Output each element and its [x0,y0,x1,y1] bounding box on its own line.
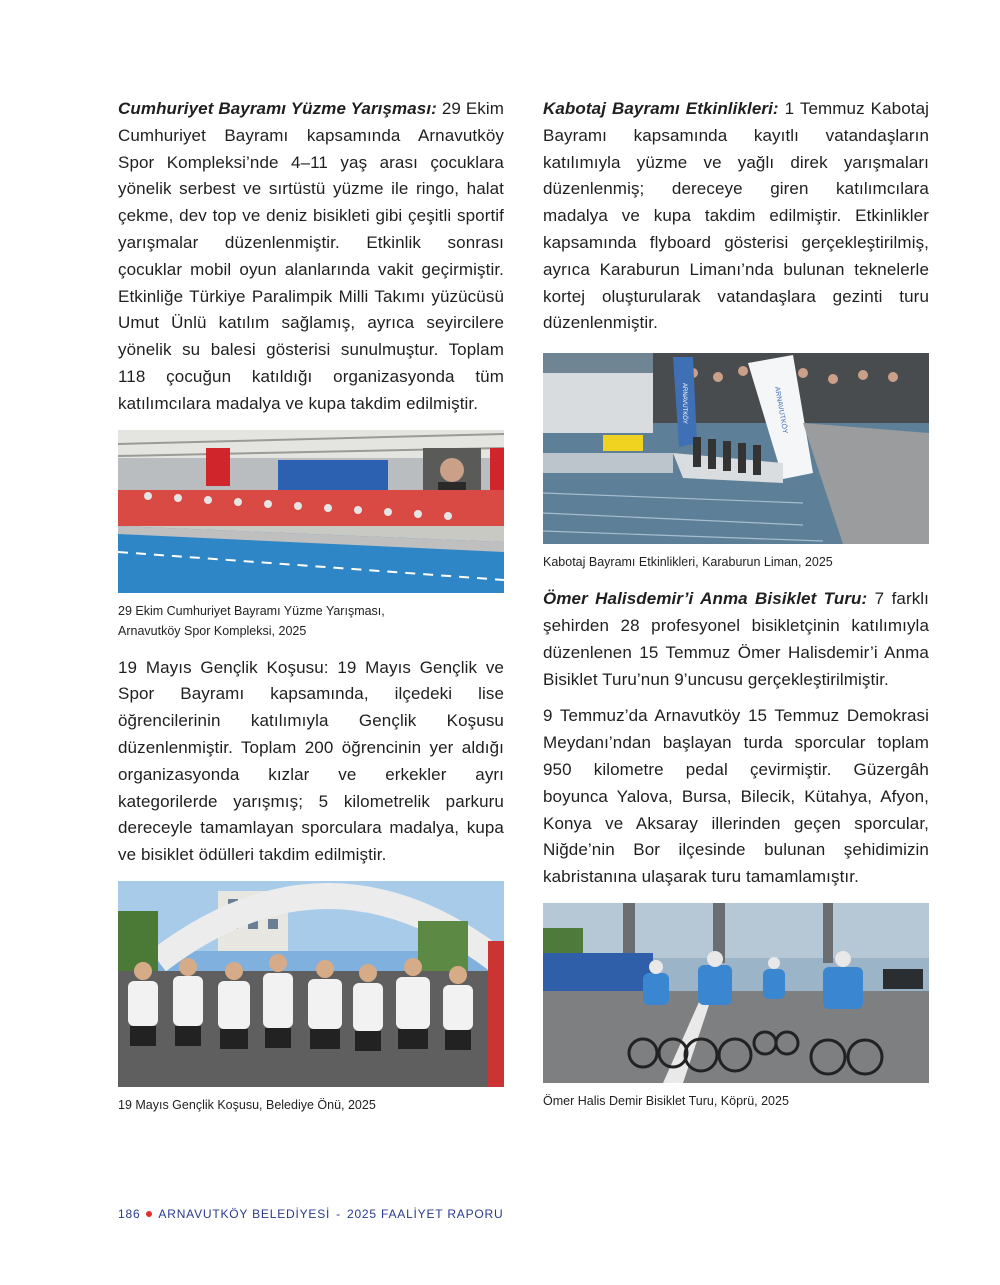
swimming-title: Cumhuriyet Bayramı Yüzme Yarışması: [118,99,437,118]
youth-run-paragraph: 19 Mayıs Gençlik Koşusu: 19 Mayıs Gençlik ve Spor Bayramı kapsamında, ilçedeki lise öğrencilerinin katılımıyla Gençlik Koşusu düzenlenmiştir. Toplam 200 öğrencinin yer aldığı organizasyonda kızlar ve erkekler ayrı kategorilerde yarışmış; 5 kilometrelik parkuru dereceyle tamamlayan sporculara madalya, kupa ve bisiklet ödülleri takdim edilmiştir. [118,657,504,865]
page-footer [118,1207,503,1221]
cabotage-photo-illustration [543,353,929,544]
cabotage-caption: Kabotaj Bayramı Etkinlikleri, Karaburun Liman, 2025 [543,555,833,570]
footer-org: ARNAVUTKÖY BELEDİYESİ [158,1207,331,1221]
bike-tour-photo [543,903,929,1083]
banner-text-2: ARNAVUTKÖY [773,386,789,435]
cabotage-text: 1 Temmuz Kabotaj Bayramı kapsamında kayıtlı vatandaşların katılımıyla yüzme ve yağlı direk yarışmaları düzenlenmiş; dereceye giren katılımcılara madalya ve kupa takdim edilmiştir. Etkinlikler kapsamında flyboard gösterisi gerçekleştirilmiş, ayrıca Karaburun Limanı’nda bulunan teknelerle kortej oluşturularak vatandaşlara gezinti turu düzenlenmiştir. [543,99,930,333]
swimming-photo [118,430,504,593]
youth-run-photo [118,881,504,1087]
bike-tour-title: Ömer Halisdemir’i Anma Bisiklet Turu: [543,589,868,609]
swimming-photo-illustration [118,430,504,593]
bike-tour-paragraph [543,586,929,693]
footer-report: 2025 FAALİYET RAPORU [346,1207,504,1221]
bike-tour-photo-illustration [543,903,929,1083]
youth-run-caption: 19 Mayıs Gençlik Koşusu, Belediye Önü, 2025 [118,1097,376,1112]
footer-separator: - [336,1207,341,1221]
swimming-paragraph [118,96,504,418]
right-column [543,96,929,1125]
cabotage-photo [543,353,929,544]
bike-route-paragraph: 9 Temmuz’da Arnavutköy 15 Temmuz Demokrasi Meydanı’ndan başlayan turda sporcular toplam 950 kilometre pedal çevirmiştir. Güzergâh boyunca Yalova, Bursa, Bilecik, Kütahya, Afyon, Konya ve Aksaray illerinden geçen sporcular, Niğde’nin Bor ilçesinde bulunan şehidimizin kabristanına ulaşarak turu tamamlamıştır. [543,706,929,887]
swimming-text: 29 Ekim Cumhuriyet Bayramı kapsamında Arnavutköy Spor Kompleksi’nde 4–11 yaş arası çocuklara yönelik serbest ve sırtüstü yüzme ile ringo, halat çekme, dev top ve deniz bisikleti gibi çeşitli sportif yarışmalar düzenlenmiştir. Etkinlik sonrası çocuklar mobil oyun alanlarında vakit geçirmiştir. Etkinliğe Türkiye Paralimpik Milli Takımı yüzücüsü Umut Ünlü katılım sağlamış, ayrıca seyircilere yönelik su balesi gösterisi sunulmuştur. Toplam 118 çocuğun katıldığı organizasyonda tüm katılımcılara madalya ve kupa takdim edilmiştir. [118,99,505,413]
swimming-caption [118,601,504,641]
cabotage-title: Kabotaj Bayramı Etkinlikleri: [543,99,779,118]
bike-tour-text: 7 farklı şehirden 28 profesyonel bisikletçinin katılımıyla düzenlenen 15 Temmuz Ömer Halisdemir’i Anma Bisiklet Turu’nun 9’uncusu gerçekleştirilmiştir. [543,589,930,689]
bike-tour-caption: Ömer Halis Demir Bisiklet Turu, Köprü, 2025 [543,1093,789,1108]
swimming-caption-line2: Arnavutköy Spor Kompleksi, 2025 [118,623,307,638]
left-column [118,96,504,1129]
youth-run-photo-illustration [118,881,504,1087]
page-number: 186 [118,1207,141,1221]
banner-text-1: ARNAVUTKÖY [681,383,687,425]
cabotage-paragraph [543,96,929,337]
swimming-caption-line1: 29 Ekim Cumhuriyet Bayramı Yüzme Yarışması, [118,603,385,618]
footer-dot-icon [146,1211,152,1217]
